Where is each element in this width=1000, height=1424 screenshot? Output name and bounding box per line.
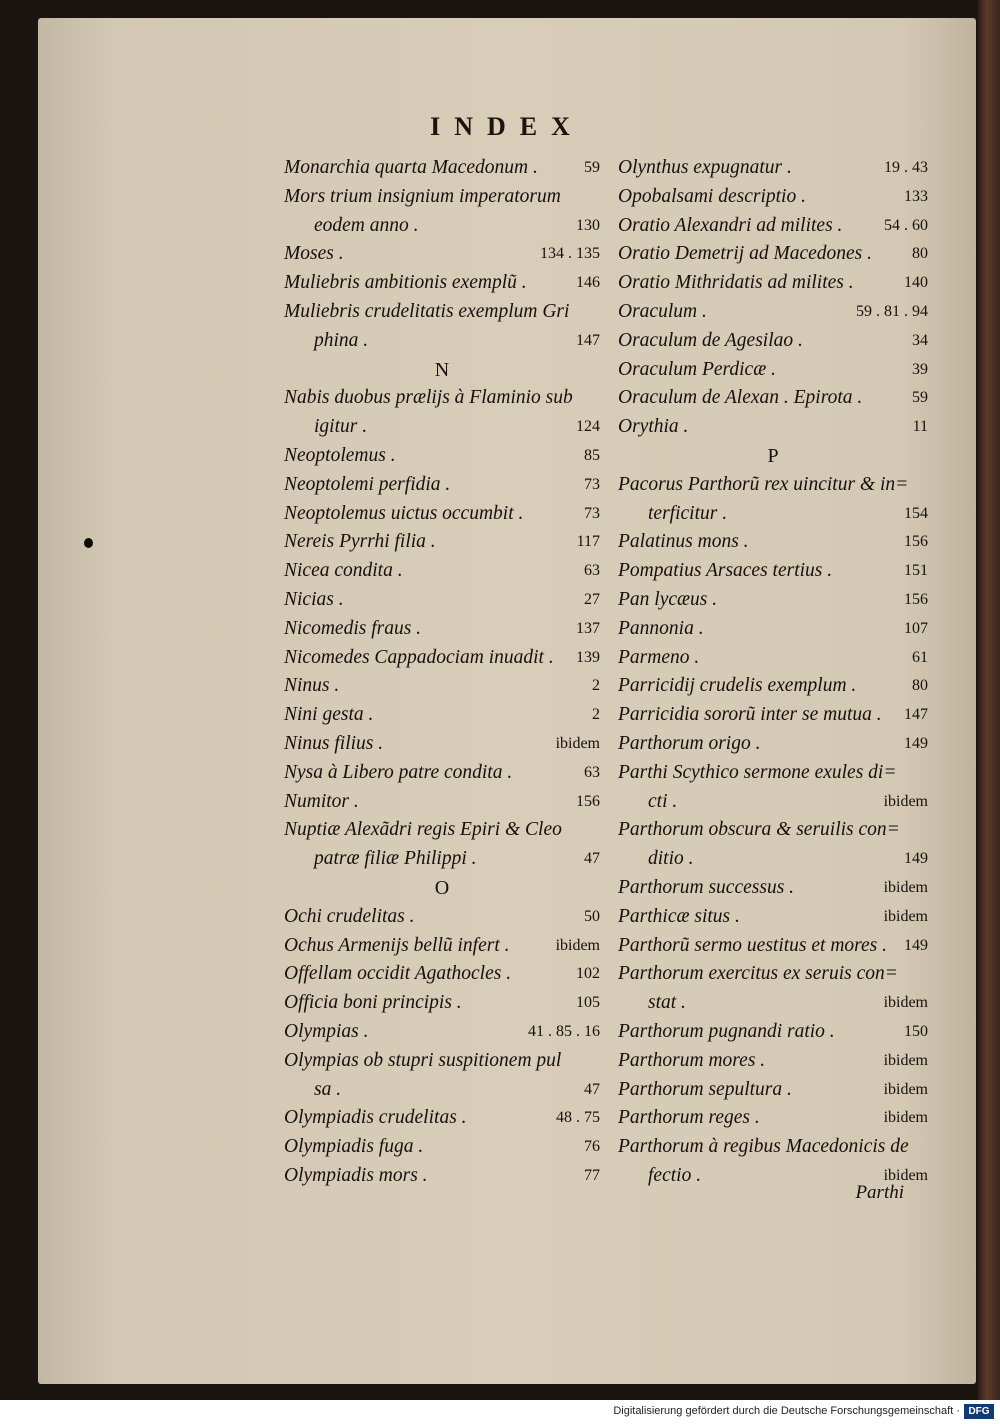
index-entry xyxy=(284,183,600,212)
entry-text: Parthorum pugnandi ratio . xyxy=(618,1020,835,1042)
entry-page-number: 139 xyxy=(576,648,600,666)
index-column-right xyxy=(618,154,928,1191)
index-entry xyxy=(618,384,928,413)
entry-page-number: 76 xyxy=(584,1138,600,1156)
section-letter xyxy=(618,442,928,471)
index-entry xyxy=(284,1133,600,1162)
index-entry xyxy=(284,903,600,932)
entry-page-number: 61 xyxy=(912,648,928,666)
entry-text: Parricidij crudelis exemplum . xyxy=(618,675,857,697)
entry-text: Moses . xyxy=(284,243,344,265)
entry-page-number: 19 . 43 xyxy=(884,159,928,176)
entry-text: Olympias ob stupri suspitionem pul xyxy=(284,1049,562,1071)
entry-page-number: 73 xyxy=(584,475,600,493)
entry-page-number: ibidem xyxy=(883,1080,928,1098)
index-entry xyxy=(618,816,928,845)
entry-page-number: 151 xyxy=(904,562,928,580)
entry-page-number: 80 xyxy=(912,245,928,263)
entry-page-number: 2 xyxy=(592,706,600,724)
entry-text: Parthi Scythico sermone exules di= xyxy=(618,761,897,783)
index-entry xyxy=(618,672,928,701)
entry-page-number: ibidem xyxy=(883,1109,928,1127)
entry-page-number: ibidem xyxy=(883,1051,928,1069)
entry-page-number: 117 xyxy=(576,533,600,551)
entry-text: eodem anno . xyxy=(314,214,419,236)
entry-text: Parthorum mores . xyxy=(618,1049,766,1071)
entry-page-number: ibidem xyxy=(555,936,600,954)
index-entry xyxy=(618,413,928,442)
entry-page-number: 77 xyxy=(584,1166,600,1184)
index-entry xyxy=(618,1047,928,1076)
entry-page-number: 147 xyxy=(576,331,600,349)
entry-page-number: 63 xyxy=(584,562,600,580)
dfg-credit: Digitalisierung gefördert durch die Deutsche Forschungsgemeinschaft · xyxy=(613,1405,960,1417)
entry-text: Pacorus Parthorũ rex uincitur & in= xyxy=(618,473,909,495)
index-entry xyxy=(284,384,600,413)
index-entry xyxy=(284,413,600,442)
entry-text: Neoptolemi perfidia . xyxy=(284,473,451,495)
index-entry xyxy=(618,356,928,385)
index-entry xyxy=(618,327,928,356)
index-entry xyxy=(618,845,928,874)
entry-text: Officia boni principis . xyxy=(284,992,462,1014)
catchword: Parthi xyxy=(855,1182,904,1203)
entry-page-number: 48 . 75 xyxy=(556,1109,600,1127)
entry-text: Nicias . xyxy=(284,588,344,610)
index-entry xyxy=(284,154,600,183)
entry-text: Oraculum Perdicæ . xyxy=(618,358,776,380)
entry-text: Nabis duobus prælijs à Flaminio sub xyxy=(284,387,573,409)
entry-text: Offellam occidit Agathocles . xyxy=(284,963,512,985)
entry-page-number: 80 xyxy=(912,677,928,695)
index-entry xyxy=(284,1047,600,1076)
index-entry xyxy=(284,442,600,471)
index-column-left xyxy=(284,154,600,1191)
entry-text: Neoptolemus . xyxy=(284,444,396,466)
index-entry xyxy=(284,528,600,557)
entry-text: P xyxy=(767,444,779,467)
index-entry xyxy=(284,730,600,759)
entry-text: Oraculum de Alexan . Epirota . xyxy=(618,387,863,409)
index-entry xyxy=(618,500,928,529)
index-entry xyxy=(284,212,600,241)
index-entry xyxy=(618,903,928,932)
index-entry xyxy=(284,615,600,644)
entry-text: Olynthus expugnatur . xyxy=(618,157,792,178)
entry-text: cti . xyxy=(648,790,678,812)
entry-text: Parricidia sororũ inter se mutua . xyxy=(618,704,882,726)
entry-page-number: 85 xyxy=(584,446,600,464)
index-entry xyxy=(618,874,928,903)
entry-text: phina . xyxy=(314,329,369,351)
index-entry xyxy=(618,989,928,1018)
entry-text: O xyxy=(434,876,450,899)
entry-page-number: 150 xyxy=(904,1022,928,1040)
entry-page-number: 149 xyxy=(904,734,928,752)
entry-page-number: 156 xyxy=(904,533,928,551)
entry-text: Ochi crudelitas . xyxy=(284,905,415,927)
entry-text: Ninus . xyxy=(284,675,340,697)
index-entry xyxy=(284,327,600,356)
index-entry xyxy=(618,759,928,788)
section-letter xyxy=(284,874,600,903)
entry-page-number: 149 xyxy=(904,936,928,954)
entry-text: Pannonia . xyxy=(618,617,704,639)
entry-page-number: 47 xyxy=(584,1080,600,1098)
entry-page-number: 149 xyxy=(904,850,928,868)
entry-text: ditio . xyxy=(648,848,694,870)
entry-text: Muliebris ambitionis exemplũ . xyxy=(284,272,527,294)
entry-text: Nuptiæ Alexãdri regis Epiri & Cleo xyxy=(284,819,562,841)
book-page xyxy=(38,18,976,1384)
index-entry xyxy=(284,644,600,673)
entry-text: Parmeno . xyxy=(618,646,700,668)
entry-text: Palatinus mons . xyxy=(618,531,749,553)
entry-text: igitur . xyxy=(314,416,368,438)
index-entry xyxy=(618,788,928,817)
entry-text: Parthorum obscura & seruilis con= xyxy=(618,819,900,841)
entry-page-number: 102 xyxy=(576,965,600,983)
entry-text: Nicea condita . xyxy=(284,560,403,582)
index-entry xyxy=(618,644,928,673)
index-entry xyxy=(284,240,600,269)
index-entry xyxy=(284,989,600,1018)
index-entry xyxy=(618,586,928,615)
entry-text: Oraculum de Agesilao . xyxy=(618,329,803,351)
index-entry xyxy=(618,1104,928,1133)
page-title: INDEX xyxy=(430,112,584,141)
entry-page-number: 59 xyxy=(584,159,600,176)
entry-text: sa . xyxy=(314,1078,342,1100)
entry-text: Nini gesta . xyxy=(284,704,374,726)
entry-text: Opobalsami descriptio . xyxy=(618,185,806,207)
index-entry xyxy=(618,615,928,644)
index-entry xyxy=(284,471,600,500)
index-entry xyxy=(284,586,600,615)
index-entry xyxy=(284,500,600,529)
entry-text: Nysa à Libero patre condita . xyxy=(284,761,513,783)
entry-text: Neoptolemus uictus occumbit . xyxy=(284,502,524,524)
entry-text: Pan lycæus . xyxy=(618,588,718,610)
entry-page-number: 156 xyxy=(576,792,600,810)
dfg-logo: DFG xyxy=(964,1404,994,1419)
entry-page-number: 50 xyxy=(584,907,600,925)
entry-text: Parthorum origo . xyxy=(618,732,761,754)
entry-text: Parthorum exercitus ex seruis con= xyxy=(618,963,898,985)
index-entry xyxy=(618,1133,928,1162)
entry-text: Parthorum à regibus Macedonicis de xyxy=(618,1136,909,1158)
book-cover-edge xyxy=(978,0,1000,1400)
entry-page-number: ibidem xyxy=(555,734,600,752)
entry-page-number: 130 xyxy=(576,216,600,234)
index-entry xyxy=(284,672,600,701)
index-entry xyxy=(284,816,600,845)
entry-page-number: 73 xyxy=(584,504,600,522)
entry-text: Monarchia quarta Macedonum . xyxy=(284,157,538,178)
index-entry xyxy=(284,960,600,989)
entry-text: Olympias . xyxy=(284,1020,369,1042)
entry-page-number: 134 . 135 xyxy=(540,245,600,263)
entry-page-number: 27 xyxy=(584,590,600,608)
entry-page-number: 63 xyxy=(584,763,600,781)
entry-text: Orythia . xyxy=(618,416,689,438)
entry-text: Parthorum successus . xyxy=(618,876,795,898)
entry-page-number: 140 xyxy=(904,274,928,292)
entry-text: Ochus Armenijs bellũ infert . xyxy=(284,934,510,956)
entry-page-number: 47 xyxy=(584,850,600,868)
entry-page-number: 39 xyxy=(912,360,928,378)
index-entry xyxy=(284,1076,600,1105)
ink-dot xyxy=(84,538,93,548)
index-entry xyxy=(618,701,928,730)
index-entry xyxy=(284,788,600,817)
entry-page-number: ibidem xyxy=(883,994,928,1012)
entry-text: Parthorum reges . xyxy=(618,1107,760,1129)
index-entry xyxy=(284,1162,600,1191)
entry-page-number: 59 xyxy=(912,389,928,407)
index-entry xyxy=(618,1018,928,1047)
entry-text: terficitur . xyxy=(648,502,728,524)
entry-text: Nereis Pyrrhi filia . xyxy=(284,531,436,553)
index-entry xyxy=(618,154,928,183)
entry-text: fectio . xyxy=(648,1164,702,1186)
entry-text: N xyxy=(434,358,450,381)
entry-page-number: 41 . 85 . 16 xyxy=(528,1022,600,1040)
index-entry xyxy=(618,528,928,557)
entry-page-number: 34 xyxy=(912,331,928,349)
index-entry xyxy=(618,183,928,212)
index-entry xyxy=(618,960,928,989)
entry-page-number: 133 xyxy=(904,187,928,205)
entry-text: Numitor . xyxy=(284,790,359,812)
entry-page-number: ibidem xyxy=(883,907,928,925)
entry-page-number: 54 . 60 xyxy=(884,216,928,234)
entry-text: Olympiadis fuga . xyxy=(284,1136,424,1158)
entry-page-number: 154 xyxy=(904,504,928,522)
entry-page-number: 59 . 81 . 94 xyxy=(856,302,928,320)
entry-text: Parthorũ sermo uestitus et mores . xyxy=(618,934,888,956)
section-letter xyxy=(284,356,600,385)
index-entry xyxy=(284,557,600,586)
entry-text: stat . xyxy=(648,992,686,1014)
entry-text: Muliebris crudelitatis exemplum Gri xyxy=(284,300,570,322)
index-entry xyxy=(618,240,928,269)
entry-page-number: 105 xyxy=(576,994,600,1012)
entry-page-number: 124 xyxy=(576,418,600,436)
entry-page-number: 146 xyxy=(576,274,600,292)
entry-page-number: 2 xyxy=(592,677,600,695)
index-entry xyxy=(618,298,928,327)
index-entry xyxy=(284,1018,600,1047)
footer-bar xyxy=(0,1400,1000,1424)
entry-text: patræ filiæ Philippi . xyxy=(314,848,477,870)
entry-page-number: 156 xyxy=(904,590,928,608)
entry-page-number: 147 xyxy=(904,706,928,724)
index-entry xyxy=(618,932,928,961)
entry-text: Parthicæ situs . xyxy=(618,905,740,927)
entry-text: Olympiadis mors . xyxy=(284,1164,428,1186)
entry-page-number: 11 xyxy=(912,418,928,436)
index-entry xyxy=(284,759,600,788)
entry-page-number: ibidem xyxy=(883,878,928,896)
index-entry xyxy=(618,212,928,241)
entry-text: Oraculum . xyxy=(618,300,707,322)
index-entry xyxy=(284,701,600,730)
entry-text: Oratio Demetrij ad Macedones . xyxy=(618,243,872,265)
index-entry xyxy=(618,557,928,586)
index-entry xyxy=(284,298,600,327)
entry-text: Nicomedes Cappadociam inuadit . xyxy=(284,646,554,668)
entry-text: Ninus filius . xyxy=(284,732,384,754)
entry-text: Olympiadis crudelitas . xyxy=(284,1107,467,1129)
index-entry xyxy=(284,1104,600,1133)
index-entry xyxy=(618,269,928,298)
entry-page-number: ibidem xyxy=(883,1166,928,1184)
index-entry xyxy=(284,269,600,298)
index-entry xyxy=(284,845,600,874)
index-entry xyxy=(618,471,928,500)
entry-text: Pompatius Arsaces tertius . xyxy=(618,560,833,582)
entry-text: Oratio Alexandri ad milites . xyxy=(618,214,843,236)
index-entry xyxy=(284,932,600,961)
entry-text: Mors trium insignium imperatorum xyxy=(284,185,561,207)
entry-text: Parthorum sepultura . xyxy=(618,1078,792,1100)
index-entry xyxy=(618,730,928,759)
index-entry xyxy=(618,1076,928,1105)
entry-page-number: 137 xyxy=(576,619,600,637)
entry-text: Nicomedis fraus . xyxy=(284,617,422,639)
entry-page-number: ibidem xyxy=(883,792,928,810)
entry-page-number: 107 xyxy=(904,619,928,637)
entry-text: Oratio Mithridatis ad milites . xyxy=(618,272,854,294)
